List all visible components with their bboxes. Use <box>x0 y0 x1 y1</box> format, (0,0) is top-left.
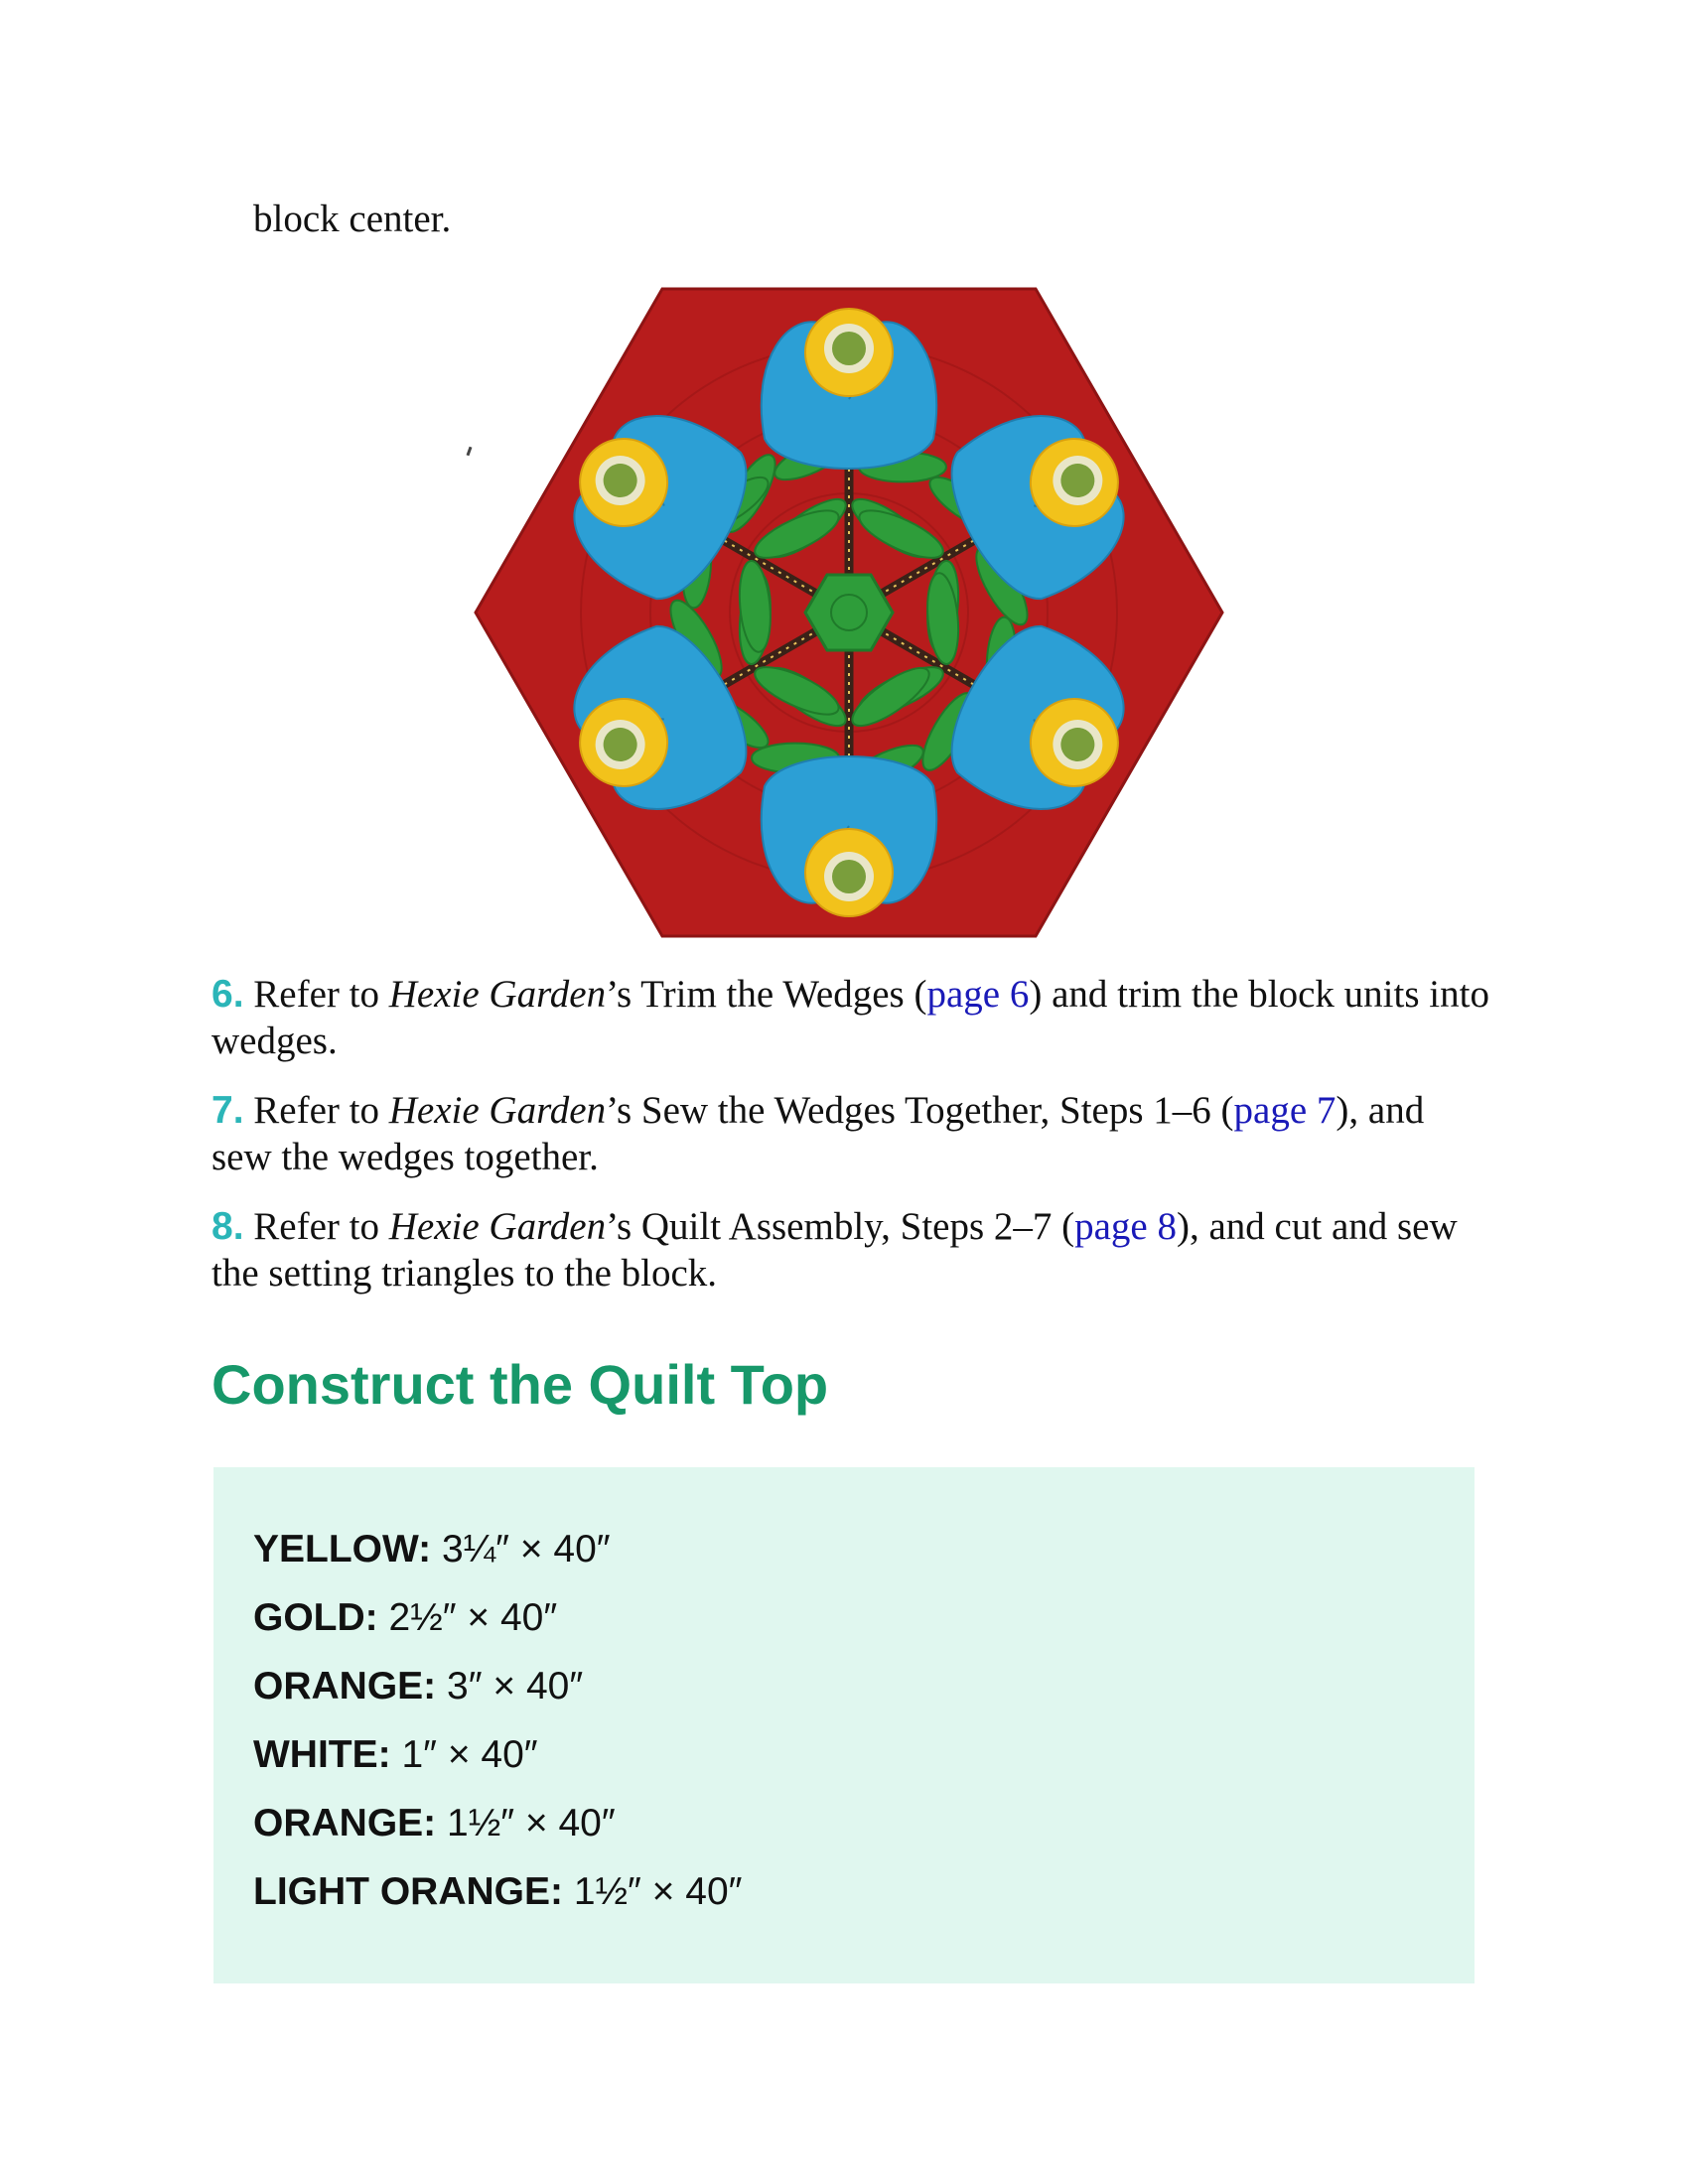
cut-value: 1½″ × 40″ <box>573 1870 743 1913</box>
page-6-link[interactable]: page 6 <box>926 973 1030 1016</box>
step-number: 8. <box>211 1205 244 1248</box>
cut-item-white <box>253 1732 742 1801</box>
cut-item-orange-narrow <box>253 1801 742 1869</box>
quilt-block-illustration <box>467 278 1231 948</box>
cutting-list <box>253 1527 742 1938</box>
cut-value: 3″ × 40″ <box>447 1665 584 1707</box>
step-8 <box>211 1203 1492 1297</box>
cut-label: ORANGE: <box>253 1665 437 1707</box>
step-text: ’s Trim the Wedges ( <box>606 973 927 1016</box>
step-text: ) and trim the block units into wedges. <box>211 973 1489 1062</box>
pattern-name: Hexie Garden <box>388 1205 607 1248</box>
step-text: ), and sew the wedges together. <box>211 1089 1425 1178</box>
step-text: ’s Quilt Assembly, Steps 2–7 ( <box>606 1205 1075 1248</box>
page-8-link[interactable]: page 8 <box>1074 1205 1177 1248</box>
step-text: Refer to <box>253 973 389 1016</box>
cutting-list-box <box>213 1467 1475 1983</box>
cut-item-yellow <box>253 1527 742 1595</box>
step-7 <box>211 1087 1492 1180</box>
step-6 <box>211 971 1492 1064</box>
step-number: 7. <box>211 1089 244 1132</box>
cut-label: GOLD: <box>253 1596 378 1639</box>
cut-label: ORANGE: <box>253 1802 437 1844</box>
cut-item-orange <box>253 1664 742 1732</box>
cut-item-gold <box>253 1595 742 1664</box>
continued-text: block center. <box>253 198 452 240</box>
step-text: ’s Sew the Wedges Together, Steps 1–6 ( <box>606 1089 1234 1132</box>
cut-label: YELLOW: <box>253 1528 432 1570</box>
cut-value: 3¼″ × 40″ <box>441 1528 611 1570</box>
page-7-link[interactable]: page 7 <box>1233 1089 1336 1132</box>
cut-label: LIGHT ORANGE: <box>253 1870 563 1913</box>
pattern-name: Hexie Garden <box>388 973 607 1016</box>
cut-item-light-orange <box>253 1869 742 1938</box>
step-number: 6. <box>211 973 244 1016</box>
cut-value: 1″ × 40″ <box>401 1733 538 1776</box>
section-heading: Construct the Quilt Top <box>211 1353 829 1416</box>
cut-label: WHITE: <box>253 1733 391 1776</box>
hexagon-quilt-block-photo <box>467 278 1231 948</box>
step-text: Refer to <box>253 1089 389 1132</box>
step-text: ), and cut and sew the setting triangles to the block. <box>211 1205 1458 1295</box>
step-text: Refer to <box>253 1205 389 1248</box>
pattern-name: Hexie Garden <box>388 1089 607 1132</box>
cut-value: 1½″ × 40″ <box>447 1802 616 1844</box>
cut-value: 2½″ × 40″ <box>388 1596 558 1639</box>
